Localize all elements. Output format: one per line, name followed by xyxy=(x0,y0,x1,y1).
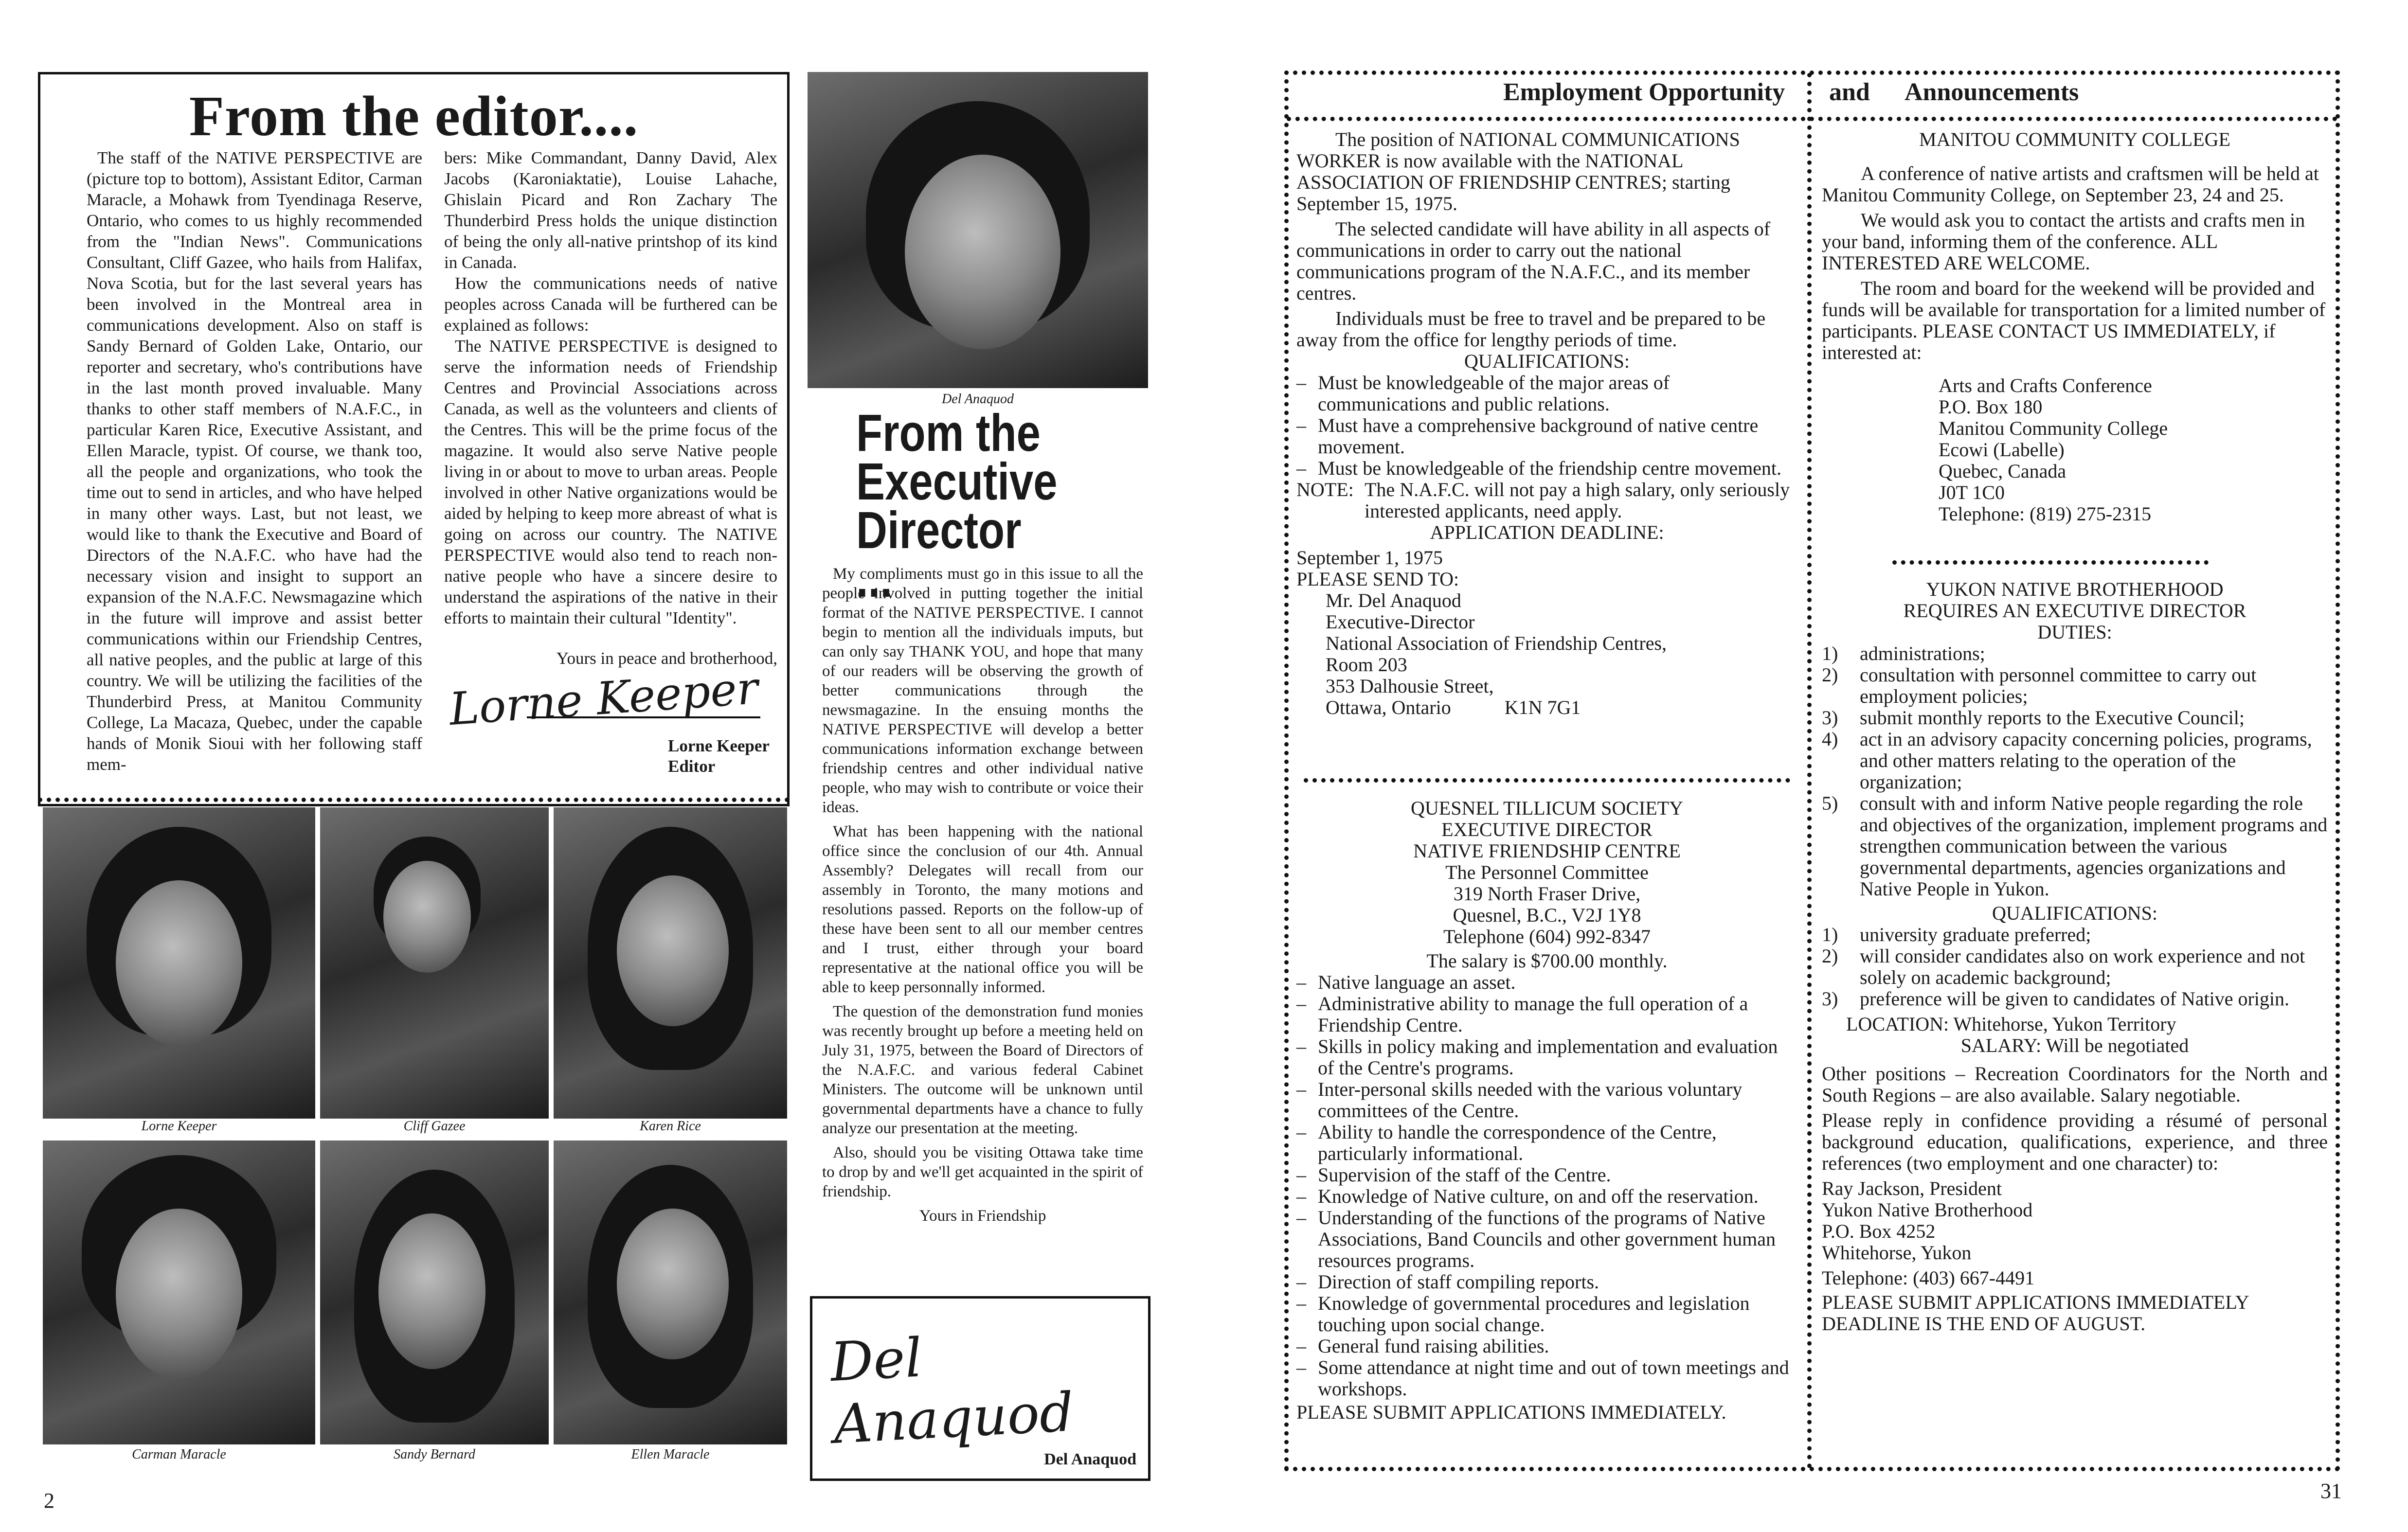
nafc-note: NOTE: The N.A.F.C. will not pay a high salary, only seriously interested applicants, need apply. xyxy=(1296,479,1790,522)
quesnel-item-7: – Knowledge of Native culture, on and off the reservation. xyxy=(1296,1185,1759,1207)
manitou-address: Arts and Crafts Conference P.O. Box 180 Manitou Community College Ecowi (Labelle) Quebec, Canada J0T 1C0 Telephone: (819) 275-2315 xyxy=(1939,374,2168,525)
executive-p3: The question of the demonstration fund monies was recently brought up before a meeting held on July 31, 1975, between the Board of Directors of the N.A.F.C. and various federal Cabinet Ministers. The outcome will be unknown until governmental departments have a chance to fully analyze our presentation at the meeting. xyxy=(822,1003,1143,1137)
yukon-salary: SALARY: Will be negotiated xyxy=(1960,1034,2189,1056)
yukon-duty-1: 1) administrations; xyxy=(1822,642,1985,664)
editor-col2-p3: The NATIVE PERSPECTIVE is designed to serve the information needs of Friendship Centres and Provincial Associations across Canada, as well as the volunteers and clients of the Centres. This will be the prime focus of the magazine. It would also serve Native people living in or about to move to urban areas. People involved in other Native organizations would be aided by helping to keep more abreast of what is going on across our country. The NATIVE PERSPECTIVE would also tend to reach non-native people who have a sincere desire to understand the aspirations of the native in their efforts to maintain their cultural "Identity". xyxy=(444,337,777,627)
yukon-closing-2: DEADLINE IS THE END OF AUGUST. xyxy=(1822,1313,2146,1335)
editor-signature: Lorne Keeper xyxy=(448,661,760,736)
manitou-p1: A conference of native artists and craftsmen will be held at Manitou Community College, on September 23, 24 and 25. xyxy=(1822,162,2319,206)
executive-p2: What has been happening with the national office since the conclusion of our 4th. Annual Assembly? Delegates will recall from our assembly in Toronto, the many motions and resolutions passed. Reports on the follow-up of these have been sent to all our member centres and I trust, either through your board representative at the national office you will be able to keep personnally informed. xyxy=(822,823,1143,996)
photo-ellen-maracle xyxy=(554,1140,787,1444)
manitou-p3: The room and board for the weekend will be provided and funds will be available for transportation for a limited number of participants. PLEASE CONTACT US IMMEDIATELY, if interested at: xyxy=(1822,277,2326,363)
editor-signer-name: Lorne Keeper xyxy=(668,736,770,755)
photo-carman-maracle xyxy=(43,1140,315,1444)
editor-signer-block xyxy=(668,736,770,777)
quesnel-item-4: – Inter-personal skills needed with the various voluntary committees of the Centre. xyxy=(1296,1078,1743,1122)
manitou-dotted-rule xyxy=(1892,560,2209,565)
yukon-other-positions: Other positions – Recreation Coordinators for the North and South Regions – are also available. Salary negotiable. xyxy=(1822,1063,2328,1106)
photo-cliff-gazee xyxy=(320,807,549,1119)
header-dotted-rule xyxy=(1287,117,2337,121)
nafc-p2: The selected candidate will have ability in all aspects of communications in order to carry out the national communications program of the N.A.F.C., and its member centres. xyxy=(1296,218,1771,304)
quesnel-item-10: – Knowledge of governmental procedures and legislation touching upon social change. xyxy=(1296,1292,1750,1336)
executive-closing: Yours in Friendship xyxy=(919,1207,1046,1225)
editor-column-1 xyxy=(87,147,422,775)
page-number-left: 2 xyxy=(44,1489,54,1513)
caption-carman-maracle: Carman Maracle xyxy=(132,1447,226,1462)
quesnel-item-3: – Skills in policy making and implementation and evaluation of the Centre's programs. xyxy=(1296,1035,1778,1079)
executive-body xyxy=(822,564,1143,1230)
editor-article-box xyxy=(38,72,790,806)
quesnel-item-8: – Understanding of the functions of the programs of Native Associations, Band Councils and other government human resources programs. xyxy=(1296,1207,1776,1271)
executive-title-line-1: From the xyxy=(856,403,1041,462)
yukon-contact: Ray Jackson, President Yukon Native Brotherhood P.O. Box 4252 Whitehorse, Yukon xyxy=(1822,1177,2033,1264)
quesnel-item-6: – Supervision of the staff of the Centre. xyxy=(1296,1164,1611,1186)
nafc-dotted-rule xyxy=(1304,778,1790,783)
yukon-heading-1: YUKON NATIVE BROTHERHOOD xyxy=(1926,578,2224,600)
quesnel-header: QUESNEL TILLICUM SOCIETY EXECUTIVE DIRECTOR NATIVE FRIENDSHIP CENTRE The Personnel Committee 319 North Fraser Drive, Quesnel, B.C., V2J 1Y8 Telephone (604) 992-8347 The salary is $700.00 monthly. xyxy=(1296,798,1797,972)
caption-karen-rice: Karen Rice xyxy=(640,1119,701,1134)
editor-col1-text: The staff of the NATIVE PERSPECTIVE are (picture top to bottom), Assistant Editor, Carman Maracle, a Mohawk from Tyendinaga Reserve, Ontario, who comes to us highly recommended from the "Indian News". Communications Consultant, Cliff Gazee, who hails from Halifax, Nova Scotia, but for the last several years has been involved in the Montreal area in communications development. Also on staff is Sandy Bernard of Golden Lake, Ontario, our reporter and secretary, who's contributions have in the last month proved invaluable. Many thanks to other staff members of N.A.F.C., in particular Karen Rice, Executive Assistant, and Ellen Maracle, typist. Of course, we thank too, all the people and organizations, who took the time out to send in articles, and who have helped in many other ways. Last, but not least, we would like to thank the Executive and Board of Directors of the N.A.F.C. who have had the necessary vision and insight to support an expansion of the N.A.F.C. Newsmagazine which in the future will improve and assist better communications within our Friendship Centres, all native peoples, and the public at large of this country. We will be utilizing the facilities of the Thunderbird Press, at Manitou Community College, La Macaza, Quebec, under the capable hands of Monik Sioui with her following staff mem- xyxy=(87,148,422,774)
caption-cliff-gazee: Cliff Gazee xyxy=(403,1119,466,1134)
editor-title: From the editor.... xyxy=(189,84,639,148)
executive-signer-name: Del Anaquod xyxy=(1044,1450,1136,1468)
yukon-location: LOCATION: Whitehorse, Yukon Territory xyxy=(1846,1013,2176,1035)
nafc-qual-3: – Must be knowledgeable of the friendship centre movement. xyxy=(1296,457,1782,479)
caption-del-anaquod: Del Anaquod xyxy=(941,392,1014,407)
yukon-reply: Please reply in confidence providing a résumé of personal background education, qualifications, experience, and three references (two employment and one character) to: xyxy=(1822,1109,2328,1174)
nafc-p3: Individuals must be free to travel and be prepared to be away from the office for lengthy periods of time. xyxy=(1296,307,1766,351)
photo-sandy-bernard xyxy=(320,1140,549,1444)
quesnel-item-2: – Administrative ability to manage the full operation of a Friendship Centre. xyxy=(1296,993,1748,1036)
yukon-duties-heading: DUTIES: xyxy=(2037,621,2112,643)
executive-p4: Also, should you be visiting Ottawa take time to drop by and we'll get acquainted in the spirit of friendship. xyxy=(822,1144,1143,1200)
photo-karen-rice xyxy=(554,807,787,1119)
quesnel-item-12: – Some attendance at night time and out of town meetings and workshops. xyxy=(1296,1356,1789,1400)
nafc-address: Mr. Del Anaquod Executive-Director National Association of Friendship Centres, Room 203 353 Dalhousie Street, Ottawa, Ontario K1N 7G1 xyxy=(1326,589,1667,718)
executive-signature: Del Anaquod xyxy=(828,1326,1076,1456)
photo-lorne-keeper xyxy=(43,807,315,1119)
yukon-qual-1: 1) university graduate preferred; xyxy=(1822,924,2091,945)
yukon-duty-3: 3) submit monthly reports to the Executive Council; xyxy=(1822,707,2245,729)
caption-ellen-maracle: Ellen Maracle xyxy=(631,1447,710,1462)
manitou-announcement xyxy=(1822,129,2328,525)
nafc-deadline-heading: APPLICATION DEADLINE: xyxy=(1430,521,1664,543)
quesnel-salary: The salary is $700.00 monthly. xyxy=(1426,950,1668,972)
signature-underline xyxy=(527,716,760,718)
nafc-posting xyxy=(1296,129,1797,718)
nafc-qual-1: – Must be knowledgeable of the major areas of communications and public relations. xyxy=(1296,372,1670,415)
manitou-p2: We would ask you to contact the artists and crafts men in your band, informing them of the conference. ALL INTERESTED ARE WELCOME. xyxy=(1822,209,2305,274)
quesnel-item-5: – Ability to handle the correspondence of the Centre, particularly informational. xyxy=(1296,1121,1717,1164)
yukon-closing-1: PLEASE SUBMIT APPLICATIONS IMMEDIATELY xyxy=(1822,1291,2249,1313)
executive-title-line-3: Director ... xyxy=(856,500,1022,608)
editor-signer-title: Editor xyxy=(668,757,716,776)
page-number-right: 31 xyxy=(2320,1479,2342,1503)
editor-col2-p2: How the communications needs of native peoples across Canada will be furthered can be explained as follows: xyxy=(444,274,777,335)
executive-title-line-2: Executive xyxy=(856,452,1058,511)
nafc-qual-2: – Must have a comprehensive background of native centre movement. xyxy=(1296,414,1759,458)
header-and: and xyxy=(1829,78,1870,106)
manitou-heading: MANITOU COMMUNITY COLLEGE xyxy=(1919,128,2230,150)
quesnel-item-9: – Direction of staff compiling reports. xyxy=(1296,1271,1599,1293)
executive-p1: My compliments must go in this issue to all the people involved in putting together the initial format of the NATIVE PERSPECTIVE. I cannot begin to mention all the individuals imputs, but can only say THANK YOU, and hope that many of our readers will be observing the growth of better communications through the newsmagazine. In the ensuing months the NATIVE PERSPECTIVE will develop a better communications information exchange between friendship centres and other individual native people, who may wish to contribute or voice their ideas. xyxy=(822,565,1143,816)
nafc-qual-heading: QUALIFICATIONS: xyxy=(1464,350,1630,372)
editor-dotted-rule xyxy=(38,798,790,802)
executive-signature-box xyxy=(810,1296,1150,1481)
yukon-posting xyxy=(1822,579,2328,1335)
photo-del-anaquod xyxy=(808,72,1148,388)
yukon-duty-5: 5) consult with and inform Native people regarding the role and objectives of the organization, implement programs and strengthen communication between the various governmental departments, agencies organizations and Native People in Yukon. xyxy=(1822,792,2328,900)
yukon-qual-3: 3) preference will be given to candidates of Native origin. xyxy=(1822,988,2289,1010)
quesnel-item-11: – General fund raising abilities. xyxy=(1296,1335,1549,1357)
nafc-p1: The position of NATIONAL COMMUNICATIONS WORKER is now available with the NATIONAL ASSOCIATION OF FRIENDSHIP CENTRES; starting September 15, 1975. xyxy=(1296,128,1740,214)
quesnel-item-1: – Native language an asset. xyxy=(1296,971,1516,993)
header-employment: Employment Opportunity xyxy=(1503,78,1785,106)
yukon-duty-2: 2) consultation with personnel committee to carry out employment policies; xyxy=(1822,664,2257,707)
yukon-qual-2: 2) will consider candidates also on work experience and not solely on academic background; xyxy=(1822,945,2305,988)
quesnel-closing: PLEASE SUBMIT APPLICATIONS IMMEDIATELY. xyxy=(1296,1401,1726,1423)
yukon-qual-heading: QUALIFICATIONS: xyxy=(1992,902,2157,924)
caption-lorne-keeper: Lorne Keeper xyxy=(141,1119,217,1134)
yukon-duty-4: 4) act in an advisory capacity concerning policies, programs, and other matters relating to the operation of the organization; xyxy=(1822,728,2312,793)
header-announcements: Announcements xyxy=(1905,78,2079,106)
editor-column-2 xyxy=(444,147,777,669)
nafc-send-to: PLEASE SEND TO: xyxy=(1296,568,1459,590)
nafc-deadline: September 1, 1975 xyxy=(1296,547,1443,569)
editor-closing: Yours in peace and brotherhood, xyxy=(556,649,777,668)
column-divider xyxy=(1807,73,1812,1469)
yukon-telephone: Telephone: (403) 667-4491 xyxy=(1822,1267,2035,1289)
editor-col2-p1: bers: Mike Commandant, Danny David, Alex Jacobs (Karoniaktatie), Louise Lahache, Ghislain Picard and Ron Zachary The Thunderbird Press holds the unique distinction of being the only all-native printshop of its kind in Canada. xyxy=(444,148,777,272)
caption-sandy-bernard: Sandy Bernard xyxy=(394,1447,475,1462)
quesnel-posting xyxy=(1296,798,1797,1423)
yukon-heading-2: REQUIRES AN EXECUTIVE DIRECTOR xyxy=(1903,600,2246,622)
